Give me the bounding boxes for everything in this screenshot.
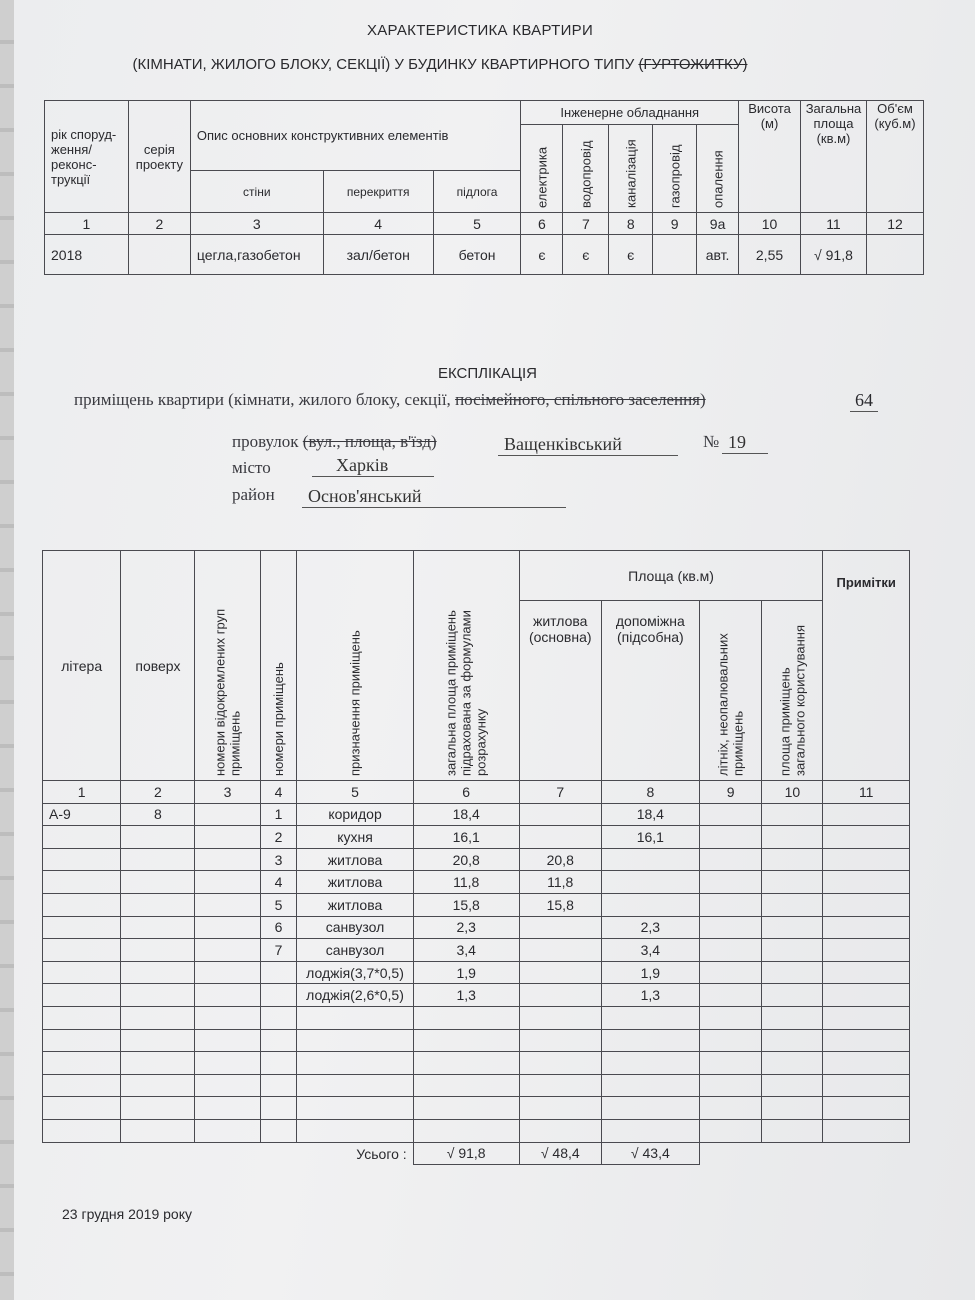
table-cell — [195, 848, 260, 871]
table-cell — [121, 1097, 195, 1120]
table-cell — [413, 1006, 519, 1029]
table-row — [43, 826, 910, 849]
table-cell — [121, 1119, 195, 1142]
column-number: 10 — [739, 213, 801, 235]
sewage-header: каналізація — [609, 125, 653, 213]
table-cell — [519, 1029, 601, 1052]
column-number: 1 — [43, 781, 121, 804]
table-cell — [519, 1074, 601, 1097]
table-cell — [762, 1074, 823, 1097]
table-cell — [260, 1029, 297, 1052]
table-cell — [823, 1006, 910, 1029]
table-cell — [260, 1119, 297, 1142]
table-cell: 1 — [260, 803, 297, 826]
table-cell — [297, 1074, 413, 1097]
table-cell — [519, 916, 601, 939]
table-cell — [195, 1029, 260, 1052]
table-cell — [699, 848, 762, 871]
table-cell: А-9 — [43, 803, 121, 826]
volume-header: Об'єм (куб.м) — [866, 101, 923, 213]
table-cell — [519, 984, 601, 1007]
total-row — [43, 1142, 910, 1165]
table-row — [43, 1074, 910, 1097]
table-cell: 8 — [121, 803, 195, 826]
lane-value: Ващенківський — [498, 434, 678, 456]
table-cell — [43, 871, 121, 894]
walls-header: стіни — [190, 171, 323, 213]
column-number: 4 — [260, 781, 297, 804]
table-cell — [43, 939, 121, 962]
characteristics-cell: 2,55 — [739, 235, 801, 275]
characteristics-cell: цегла,газобетон — [190, 235, 323, 275]
lane-label: провулок (вул., площа, в'їзд) — [232, 432, 437, 451]
table-cell — [260, 1097, 297, 1120]
column-number: 3 — [190, 213, 323, 235]
table-cell — [519, 939, 601, 962]
table-cell — [260, 1074, 297, 1097]
table-cell — [43, 893, 121, 916]
table-cell — [823, 803, 910, 826]
table-cell — [43, 1052, 121, 1075]
table-cell — [762, 893, 823, 916]
table-cell — [823, 961, 910, 984]
table-cell — [823, 826, 910, 849]
table-cell: 2 — [260, 826, 297, 849]
characteristics-subtitle: (КІМНАТИ, ЖИЛОГО БЛОКУ, СЕКЦІЇ) У БУДИНКУ КВАРТИРНОГО ТИПУ (ГУРТОЖИТКУ) — [132, 56, 748, 73]
table-cell — [413, 1097, 519, 1120]
table-cell — [823, 1052, 910, 1075]
column-number: 7 — [563, 213, 609, 235]
total-all: √ 91,8 — [413, 1142, 519, 1165]
struck-text: (ГУРТОЖИТКУ) — [638, 56, 748, 73]
gas-header: газопровід — [653, 125, 697, 213]
table-cell — [699, 1074, 762, 1097]
column-number: 5 — [297, 781, 413, 804]
table-cell — [519, 961, 601, 984]
table-cell — [413, 1029, 519, 1052]
table-cell — [121, 826, 195, 849]
table-cell: 16,1 — [601, 826, 699, 849]
table-cell: санвузол — [297, 939, 413, 962]
characteristics-cell: зал/бетон — [323, 235, 433, 275]
table-cell — [121, 984, 195, 1007]
city-value: Харків — [312, 455, 434, 477]
characteristics-cell: є — [521, 235, 563, 275]
column-number: 2 — [128, 213, 190, 235]
table-cell — [823, 848, 910, 871]
table-cell: 5 — [260, 893, 297, 916]
table-cell — [699, 1119, 762, 1142]
table-cell — [601, 848, 699, 871]
table-cell — [762, 848, 823, 871]
table-cell: 3 — [260, 848, 297, 871]
table-cell — [823, 893, 910, 916]
table-cell — [121, 939, 195, 962]
table-cell: 1,3 — [413, 984, 519, 1007]
column-number: 11 — [800, 213, 866, 235]
table-cell: житлова — [297, 848, 413, 871]
table-cell: 1,3 — [601, 984, 699, 1007]
column-number: 6 — [413, 781, 519, 804]
table-cell — [762, 984, 823, 1007]
table-cell — [260, 961, 297, 984]
table-cell — [762, 1006, 823, 1029]
table-cell: 3,4 — [601, 939, 699, 962]
column-number: 9а — [697, 213, 739, 235]
aux-area-header: допоміжна (підсобна) — [601, 601, 699, 781]
table-cell: 16,1 — [413, 826, 519, 849]
table-cell — [121, 1074, 195, 1097]
table-cell — [121, 848, 195, 871]
table-cell — [823, 1097, 910, 1120]
table-cell — [43, 848, 121, 871]
electric-header: електрика — [521, 125, 563, 213]
floor-header: поверх — [121, 551, 195, 781]
table-cell: 2,3 — [601, 916, 699, 939]
table-row — [43, 984, 910, 1007]
table-cell — [519, 1119, 601, 1142]
table-cell — [43, 916, 121, 939]
table-cell — [699, 1006, 762, 1029]
table-cell — [195, 826, 260, 849]
table-cell — [699, 871, 762, 894]
table-cell: 18,4 — [601, 803, 699, 826]
column-number: 12 — [866, 213, 923, 235]
table-cell — [519, 1097, 601, 1120]
column-number: 10 — [762, 781, 823, 804]
table-cell — [43, 1006, 121, 1029]
series-header: серія проекту — [128, 101, 190, 213]
table-cell: 3,4 — [413, 939, 519, 962]
water-header: водопровід — [563, 125, 609, 213]
table-cell — [43, 1097, 121, 1120]
table-cell — [297, 1006, 413, 1029]
height-header: Висота (м) — [739, 101, 801, 213]
table-cell — [195, 1052, 260, 1075]
table-cell — [699, 1029, 762, 1052]
column-number: 8 — [601, 781, 699, 804]
table-cell — [699, 826, 762, 849]
description-header: Опис основних конструктивних елементів — [190, 101, 521, 171]
characteristics-cell — [866, 235, 923, 275]
table-cell — [699, 984, 762, 1007]
table-row — [43, 803, 910, 826]
table-cell — [601, 1052, 699, 1075]
summer-area-header: літніх, неопалювальних приміщень — [699, 601, 762, 781]
table-cell: 18,4 — [413, 803, 519, 826]
characteristics-cell: авт. — [697, 235, 739, 275]
table-cell: коридор — [297, 803, 413, 826]
table-cell — [413, 1119, 519, 1142]
engineering-header: Інженерне обладнання — [521, 101, 739, 125]
total-living: √ 48,4 — [519, 1142, 601, 1165]
characteristics-title: ХАРАКТЕРИСТИКА КВАРТИРИ — [366, 22, 594, 39]
common-area-header: площа приміщень загального користування — [762, 601, 823, 781]
characteristics-cell: бетон — [433, 235, 521, 275]
table-cell — [699, 916, 762, 939]
table-cell — [699, 1052, 762, 1075]
table-cell: 15,8 — [519, 893, 601, 916]
groups-header: номери відокремлених груп приміщень — [195, 551, 260, 781]
table-cell — [762, 961, 823, 984]
characteristics-cell: є — [563, 235, 609, 275]
table-cell — [195, 939, 260, 962]
table-cell — [195, 1097, 260, 1120]
table-cell — [297, 1119, 413, 1142]
table-cell: житлова — [297, 893, 413, 916]
table-cell — [762, 1097, 823, 1120]
table-row — [43, 961, 910, 984]
characteristics-cell: √ 91,8 — [800, 235, 866, 275]
litera-header: літера — [43, 551, 121, 781]
explication-table — [42, 550, 910, 1165]
struck-text: посімейного, спільного заселення) — [455, 390, 706, 409]
table-cell — [762, 939, 823, 962]
table-cell — [297, 1097, 413, 1120]
table-cell: 2,3 — [413, 916, 519, 939]
column-number: 7 — [519, 781, 601, 804]
table-row — [43, 848, 910, 871]
table-cell — [519, 826, 601, 849]
table-row — [43, 871, 910, 894]
total-aux: √ 43,4 — [601, 1142, 699, 1165]
table-cell — [823, 1119, 910, 1142]
characteristics-cell — [653, 235, 697, 275]
table-cell — [121, 871, 195, 894]
table-cell — [260, 1006, 297, 1029]
table-cell: 4 — [260, 871, 297, 894]
table-cell — [43, 1074, 121, 1097]
table-cell — [195, 1006, 260, 1029]
explication-title: ЕКСПЛІКАЦІЯ — [437, 365, 538, 382]
area-header: Площа (кв.м) — [519, 551, 823, 601]
column-number: 9 — [653, 213, 697, 235]
characteristics-cell: є — [609, 235, 653, 275]
table-cell: санвузол — [297, 916, 413, 939]
year-header: рік споруд-ження/ реконс-трукції — [45, 101, 129, 213]
table-cell — [762, 1029, 823, 1052]
column-number: 9 — [699, 781, 762, 804]
district-value: Основ'янський — [302, 486, 566, 508]
table-cell: лоджія(2,6*0,5) — [297, 984, 413, 1007]
table-cell — [601, 1006, 699, 1029]
table-cell — [413, 1074, 519, 1097]
total-area-header: Загальна площа (кв.м) — [800, 101, 866, 213]
table-cell — [823, 1074, 910, 1097]
city-label: місто — [232, 458, 271, 477]
apartment-number: 64 — [850, 390, 878, 412]
table-cell — [260, 984, 297, 1007]
table-cell — [519, 803, 601, 826]
table-cell — [43, 826, 121, 849]
table-cell — [601, 893, 699, 916]
living-area-header: житлова (основна) — [519, 601, 601, 781]
house-value: 19 — [722, 432, 768, 454]
column-number-row — [45, 213, 924, 235]
table-cell — [121, 1006, 195, 1029]
table-row — [43, 893, 910, 916]
column-number: 2 — [121, 781, 195, 804]
table-cell: 6 — [260, 916, 297, 939]
table-cell — [699, 1097, 762, 1120]
table-cell — [43, 961, 121, 984]
table-cell — [601, 1074, 699, 1097]
column-number: 11 — [823, 781, 910, 804]
table-cell — [43, 1119, 121, 1142]
table-cell — [195, 871, 260, 894]
table-cell — [823, 1029, 910, 1052]
table-cell — [823, 939, 910, 962]
table-cell — [43, 1029, 121, 1052]
table-cell: 15,8 — [413, 893, 519, 916]
column-number: 1 — [45, 213, 129, 235]
table-cell — [195, 1119, 260, 1142]
column-number: 4 — [323, 213, 433, 235]
ceilings-header: перекриття — [323, 171, 433, 213]
table-cell: 11,8 — [519, 871, 601, 894]
table-row — [43, 1006, 910, 1029]
table-cell — [762, 826, 823, 849]
table-row — [43, 1029, 910, 1052]
floor-header: підлога — [433, 171, 521, 213]
table-cell — [121, 916, 195, 939]
table-row — [43, 1097, 910, 1120]
column-number: 8 — [609, 213, 653, 235]
table-row — [43, 916, 910, 939]
column-number-row — [43, 781, 910, 804]
room-numbers-header: номери приміщень — [260, 551, 297, 781]
table-cell: кухня — [297, 826, 413, 849]
table-cell — [823, 871, 910, 894]
district-label: район — [232, 485, 275, 504]
characteristics-cell — [128, 235, 190, 275]
table-cell — [195, 916, 260, 939]
table-cell — [601, 871, 699, 894]
characteristics-table — [44, 100, 924, 275]
heating-header: опалення — [697, 125, 739, 213]
total-label: Усього : — [356, 1145, 407, 1162]
page-edge — [0, 0, 14, 1300]
table-cell: житлова — [297, 871, 413, 894]
table-cell: 20,8 — [519, 848, 601, 871]
table-cell — [601, 1097, 699, 1120]
table-cell — [519, 1052, 601, 1075]
table-cell — [601, 1119, 699, 1142]
table-cell — [699, 893, 762, 916]
table-cell — [260, 1052, 297, 1075]
table-cell — [121, 1052, 195, 1075]
table-cell — [297, 1029, 413, 1052]
table-cell — [762, 916, 823, 939]
table-cell — [699, 961, 762, 984]
table-cell: 11,8 — [413, 871, 519, 894]
characteristics-data-row — [45, 235, 924, 275]
table-cell — [195, 984, 260, 1007]
table-cell — [195, 961, 260, 984]
table-cell — [297, 1052, 413, 1075]
table-cell — [413, 1052, 519, 1075]
table-cell — [823, 916, 910, 939]
table-cell — [195, 803, 260, 826]
table-cell: 20,8 — [413, 848, 519, 871]
table-row — [43, 1119, 910, 1142]
table-cell: 7 — [260, 939, 297, 962]
table-cell: 1,9 — [413, 961, 519, 984]
column-number: 5 — [433, 213, 521, 235]
explication-subtitle: приміщень квартири (кімнати, жилого блоку, секції, посімейного, спільного заселення) — [74, 390, 706, 409]
table-cell — [762, 1119, 823, 1142]
total-area-header: загальна площа приміщень підрахована за формулами розрахунку — [413, 551, 519, 781]
table-cell — [762, 803, 823, 826]
characteristics-cell: 2018 — [45, 235, 129, 275]
notes-header: Примітки — [823, 551, 910, 781]
table-cell — [121, 961, 195, 984]
table-cell — [195, 1074, 260, 1097]
table-cell: 1,9 — [601, 961, 699, 984]
table-row — [43, 1052, 910, 1075]
table-cell — [823, 984, 910, 1007]
table-cell — [762, 1052, 823, 1075]
purpose-header: призначення приміщень — [297, 551, 413, 781]
column-number: 3 — [195, 781, 260, 804]
table-cell — [195, 893, 260, 916]
house-label: № — [703, 432, 720, 451]
table-cell — [699, 803, 762, 826]
table-cell — [762, 871, 823, 894]
table-cell — [699, 939, 762, 962]
table-cell — [519, 1006, 601, 1029]
table-row — [43, 939, 910, 962]
table-cell — [121, 1029, 195, 1052]
table-cell — [121, 893, 195, 916]
column-number: 6 — [521, 213, 563, 235]
table-cell: лоджія(3,7*0,5) — [297, 961, 413, 984]
table-cell — [43, 984, 121, 1007]
document-date: 23 грудня 2019 року — [62, 1206, 192, 1222]
table-cell — [601, 1029, 699, 1052]
